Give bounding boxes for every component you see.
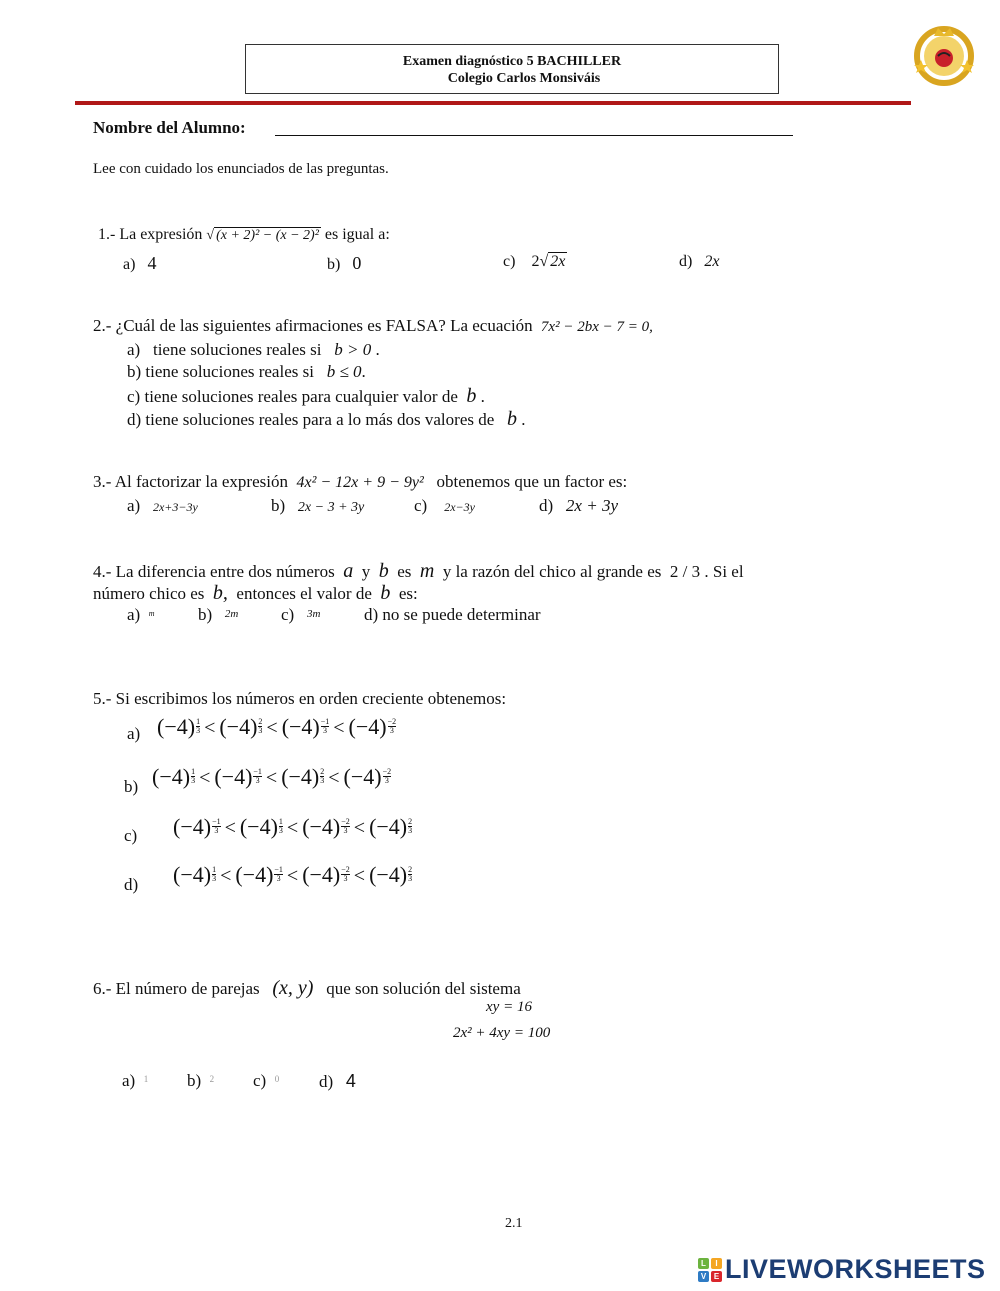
question-3: 3.- Al factorizar la expresión 4x² − 12x + 9 − 9y² obtenemos que un factor es: xyxy=(93,472,628,491)
exam-title: Examen diagnóstico 5 BACHILLER xyxy=(402,54,622,69)
question-2: 2.- ¿Cuál de las siguientes afirmaciones es FALSA? La ecuación 7x² − 2bx − 7 = 0, xyxy=(93,316,653,335)
q6-option-b[interactable]: b) $^2$ xyxy=(187,1071,215,1090)
q4-option-c[interactable]: c) 3m xyxy=(281,605,321,624)
q3-option-b[interactable]: b) 2x − 3 + 3y xyxy=(271,496,365,515)
q5-option-b[interactable]: (−4) $\frac{1}{3}$ < (−4) $\frac{-1}{3}$ < (−4) $\frac{2}{3}$ < (−4) $\frac{-2}{3}$ xyxy=(152,764,392,789)
q1-option-d[interactable]: d) 2x xyxy=(679,253,720,270)
q5-option-a[interactable]: (−4) $\frac{1}{3}$ < (−4) $\frac{2}{3}$ < (−4) $\frac{-1}{3}$ < (−4) $\frac{-2}{3}$ xyxy=(157,714,397,739)
q3-option-c[interactable]: c) 2x−3y xyxy=(414,496,475,515)
q4-option-d[interactable]: d) no se puede determinar xyxy=(364,605,541,624)
q2-option-a[interactable]: a) tiene soluciones reales si b > 0 . xyxy=(127,340,380,359)
variable-pair: (x, y) xyxy=(272,977,314,999)
q5-option-b-label[interactable]: b) xyxy=(124,777,139,796)
page-number: 2.1 xyxy=(505,1216,523,1231)
question-5: 5.- Si escribimos los números en orden creciente obtenemos: xyxy=(93,689,507,708)
question-4-cont: número chico es b, entonces el valor de b es: xyxy=(93,582,418,604)
q1-option-a[interactable]: a) 4 xyxy=(123,253,157,273)
school-name: Colegio Carlos Monsiváis xyxy=(447,71,601,86)
expression: 4x² − 12x + 9 − 9y² xyxy=(296,474,424,491)
q5-option-d[interactable]: (−4) $\frac{1}{3}$ < (−4) $\frac{-1}{3}$ < (−4) $\frac{-2}{3}$ < (−4) $\frac{2}{3}$ xyxy=(173,862,413,887)
q5-option-c-label[interactable]: c) xyxy=(124,826,138,845)
q3-option-d[interactable]: d) 2x + 3y xyxy=(539,496,618,515)
school-crest-icon xyxy=(912,22,976,86)
q6-option-d[interactable]: d) 4 xyxy=(319,1071,356,1091)
q4-option-a[interactable]: a) $^m$ xyxy=(127,605,155,624)
liveworksheets-logo xyxy=(698,1254,986,1285)
exam-title-box xyxy=(245,44,779,94)
q1-option-b[interactable]: b) 0 xyxy=(327,253,362,273)
question-prompt: La expresión xyxy=(119,226,203,243)
system-equation-1: xy = 16 xyxy=(486,999,532,1015)
q5-option-a-label[interactable]: a) xyxy=(127,724,141,743)
q6-option-a[interactable]: a) $^1$ xyxy=(122,1071,149,1090)
question-6: 6.- El número de parejas (x, y) que son solución del sistema xyxy=(93,977,521,999)
sqrt-expression: √ (x + 2)² − (x − 2)² xyxy=(206,228,319,243)
brand-name: LIVEWORKSHEETS xyxy=(725,1254,986,1284)
system-equation-2: 2x² + 4xy = 100 xyxy=(453,1025,551,1041)
q5-option-d-label[interactable]: d) xyxy=(124,875,139,894)
equation: 7x² − 2bx − 7 = 0, xyxy=(540,319,653,335)
q5-option-c[interactable]: (−4) $\frac{-1}{3}$ < (−4) $\frac{1}{3}$ < (−4) $\frac{-2}{3}$ < (−4) $\frac{2}{3}$ xyxy=(173,814,413,839)
live-blocks-icon: L I V E xyxy=(698,1258,722,1282)
q4-option-b[interactable]: b) 2m xyxy=(198,605,239,624)
header-divider xyxy=(75,101,911,105)
question-1: 1.- La expresión √ (x + 2)² − (x − 2)² es igual a: xyxy=(98,226,390,243)
question-number: 1.- xyxy=(98,226,116,243)
question-4: 4.- La diferencia entre dos números a y b es m y la razón del chico al grande es 2 / 3 . Si el xyxy=(93,560,744,582)
q1-option-c[interactable]: c) 2√ 2x xyxy=(503,253,566,270)
student-name-field[interactable] xyxy=(275,135,793,136)
q6-option-c[interactable]: c) $^0$ xyxy=(253,1071,280,1090)
student-name-label: Nombre del Alumno: xyxy=(93,118,246,137)
q2-option-d[interactable]: d) tiene soluciones reales para a lo más dos valores de b . xyxy=(127,408,526,430)
instructions: Lee con cuidado los enunciados de las preguntas. xyxy=(93,161,389,177)
q3-option-a[interactable]: a) 2x+3−3y xyxy=(127,496,198,515)
q2-option-c[interactable]: c) tiene soluciones reales para cualquier valor de b . xyxy=(127,385,485,407)
q2-option-b[interactable]: b) tiene soluciones reales si b ≤ 0. xyxy=(127,362,366,381)
